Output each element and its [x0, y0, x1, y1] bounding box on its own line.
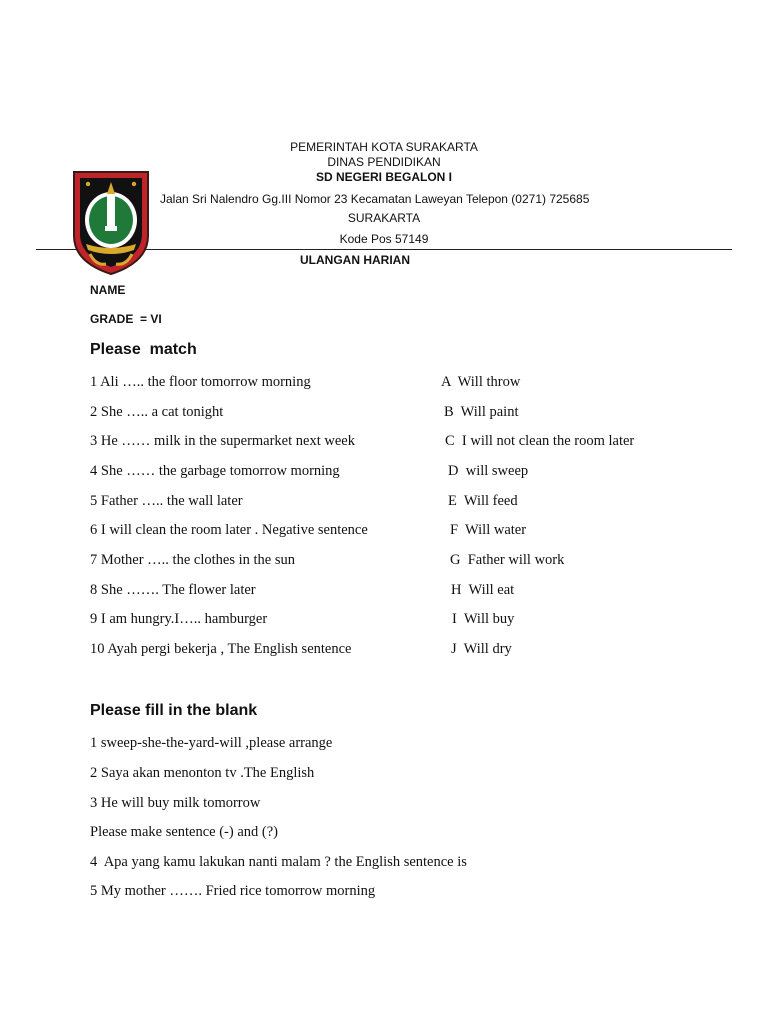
match-question: 1 Ali ….. the floor tomorrow morning [90, 374, 311, 390]
fill-item: 1 sweep-she-the-yard-will ,please arrange [90, 735, 333, 751]
header-postcode: Kode Pos 57149 [339, 232, 429, 246]
match-answer: J Will dry [451, 641, 512, 657]
fill-item: 5 My mother ……. Fried rice tomorrow morning [90, 883, 376, 899]
match-question: 4 She …… the garbage tomorrow morning [90, 463, 340, 479]
match-question: 10 Ayah pergi bekerja , The English sentence [90, 641, 352, 657]
header-address: Jalan Sri Nalendro Gg.III Nomor 23 Kecamatan Laweyan Telepon (0271) 725685 [160, 192, 590, 206]
fill-item: 2 Saya akan menonton tv .The English [90, 765, 315, 781]
name-label: NAME [90, 283, 126, 297]
match-answer: H Will eat [451, 582, 515, 598]
match-question: 3 He …… milk in the supermarket next week [90, 433, 355, 449]
match-answer: G Father will work [450, 552, 565, 568]
match-answer: D will sweep [448, 463, 529, 479]
match-answer: F Will water [450, 522, 527, 538]
match-section-title: Please match [90, 341, 197, 358]
header-department: DINAS PENDIDIKAN [327, 155, 441, 169]
grade-label: GRADE = VI [90, 312, 162, 326]
header-city: SURAKARTA [347, 211, 421, 225]
fill-item: Please make sentence (-) and (?) [90, 824, 278, 840]
fill-section-title: Please fill in the blank [90, 702, 258, 719]
match-answer: A Will throw [441, 374, 521, 390]
match-question: 5 Father ….. the wall later [90, 493, 243, 509]
match-question: 7 Mother ….. the clothes in the sun [90, 552, 295, 568]
match-question: 2 She ….. a cat tonight [90, 404, 224, 420]
match-answer: I Will buy [452, 611, 515, 627]
match-answer: C I will not clean the room later [445, 433, 635, 449]
surakarta-coat-of-arms-logo [72, 170, 150, 276]
match-question: 6 I will clean the room later . Negative sentence [90, 522, 368, 538]
header-government: PEMERINTAH KOTA SURAKARTA [290, 140, 478, 154]
header-school-name: SD NEGERI BEGALON I [315, 170, 452, 184]
exam-title: ULANGAN HARIAN [300, 253, 410, 267]
match-answer: B Will paint [444, 404, 519, 420]
match-question: 8 She ……. The flower later [90, 582, 256, 598]
match-question: 9 I am hungry.I….. hamburger [90, 611, 268, 627]
fill-item: 4 Apa yang kamu lakukan nanti malam ? the English sentence is [90, 854, 467, 870]
match-answer: E Will feed [448, 493, 518, 509]
fill-item: 3 He will buy milk tomorrow [90, 795, 261, 811]
